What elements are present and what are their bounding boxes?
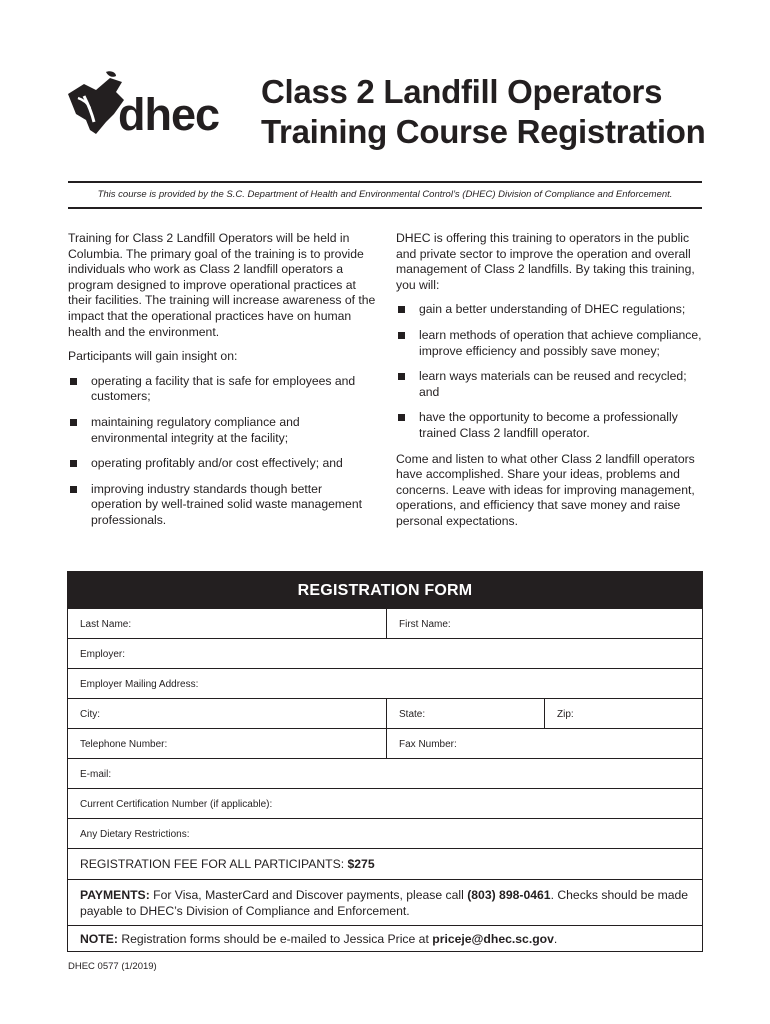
list-item: maintaining regulatory compliance and environmental integrity at the facility; <box>68 415 376 446</box>
fee-amount: $275 <box>347 857 375 871</box>
square-bullet-icon <box>70 460 77 467</box>
name-row <box>68 608 702 638</box>
list-item: have the opportunity to become a professionally trained Class 2 landfill operator. <box>396 410 706 441</box>
employer-field[interactable]: Employer: <box>80 649 126 660</box>
dietary-row <box>68 818 702 848</box>
employer-row <box>68 638 702 668</box>
city-row <box>68 698 702 728</box>
square-bullet-icon <box>398 373 405 380</box>
registration-fee <box>68 848 702 879</box>
bottom-divider <box>68 207 702 209</box>
payments-info: PAYMENTS: For Visa, MasterCard and Discover payments, please call (803) 898-0461. Checks should be made payable to DHEC’s Division of Compliance and Enforcement. <box>68 879 702 925</box>
square-bullet-icon <box>398 306 405 313</box>
fax-field[interactable]: Fax Number: <box>386 729 702 758</box>
dhec-logo <box>66 70 236 140</box>
title-line-2: Training Course Registration <box>261 113 706 150</box>
square-bullet-icon <box>70 419 77 426</box>
payments-phone: (803) 898-0461 <box>467 888 551 902</box>
form-number: DHEC 0577 (1/2019) <box>68 961 157 972</box>
payments-label: PAYMENTS: <box>80 888 150 902</box>
email-row <box>68 758 702 788</box>
insight-lead: Participants will gain insight on: <box>68 349 238 364</box>
provided-by-note: This course is provided by the S.C. Department of Health and Environmental Control’s (DHEC) Division of Compliance and Enforcement. <box>97 189 673 200</box>
top-divider <box>68 181 702 183</box>
submission-note: NOTE: Registration forms should be e-mailed to Jessica Price at priceje@dhec.sc.gov. <box>68 925 702 951</box>
certification-row <box>68 788 702 818</box>
state-field[interactable]: State: <box>386 699 544 728</box>
left-column <box>68 231 376 539</box>
contact-email-link[interactable]: priceje@dhec.sc.gov <box>432 932 554 946</box>
square-bullet-icon <box>70 378 77 385</box>
right-closing: Come and listen to what other Class 2 landfill operators have accomplished. Share your ideas, problems and concerns. Leave with ideas for improving management, operations, and efficiency that save money and raise personal expectations. <box>396 451 695 528</box>
insight-list <box>68 374 376 529</box>
list-item: improving industry standards though better operation by well-trained solid waste management professionals. <box>68 482 376 529</box>
square-bullet-icon <box>398 332 405 339</box>
city-field[interactable]: City: <box>80 709 100 720</box>
telephone-field[interactable]: Telephone Number: <box>80 739 168 750</box>
list-item: learn methods of operation that achieve compliance, improve efficiency and possibly save money; <box>396 328 706 359</box>
square-bullet-icon <box>398 414 405 421</box>
zip-field[interactable]: Zip: <box>544 699 702 728</box>
first-name-field[interactable]: First Name: <box>386 609 702 638</box>
dietary-field[interactable]: Any Dietary Restrictions: <box>80 829 190 840</box>
note-label: NOTE: <box>80 932 118 946</box>
email-field[interactable]: E-mail: <box>80 769 112 780</box>
benefit-list <box>396 302 706 441</box>
title-line-1: Class 2 Landfill Operators <box>261 73 663 110</box>
list-item: operating a facility that is safe for employees and customers; <box>68 374 376 405</box>
phone-row <box>68 728 702 758</box>
right-column <box>396 231 706 539</box>
mailing-address-field[interactable]: Employer Mailing Address: <box>80 679 199 690</box>
square-bullet-icon <box>70 486 77 493</box>
list-item: gain a better understanding of DHEC regulations; <box>396 302 706 318</box>
certification-field[interactable]: Current Certification Number (if applicable): <box>80 799 273 810</box>
registration-form <box>67 571 703 952</box>
state-palmetto-logo-icon <box>66 70 126 136</box>
logo-wordmark: dhec <box>118 89 220 140</box>
fee-label: REGISTRATION FEE FOR ALL PARTICIPANTS: <box>80 857 345 871</box>
last-name-field[interactable]: Last Name: <box>80 619 132 630</box>
right-intro: DHEC is offering this training to operators in the public and private sector to improve the operation and overall management of Class 2 landfills. By taking this training, you will: <box>396 231 695 292</box>
left-intro: Training for Class 2 Landfill Operators will be held in Columbia. The primary goal of the training is to provide individuals who work as Class 2 landfill operators a program designed to improve operational practices at their facilities. The training will increase awareness of the impact that the operational practices have on human health and the environment. <box>68 231 376 339</box>
form-heading: REGISTRATION FORM <box>68 572 702 608</box>
list-item: operating profitably and/or cost effectively; and <box>68 456 376 472</box>
page-title <box>261 72 721 152</box>
address-row <box>68 668 702 698</box>
list-item: learn ways materials can be reused and recycled; and <box>396 369 706 400</box>
